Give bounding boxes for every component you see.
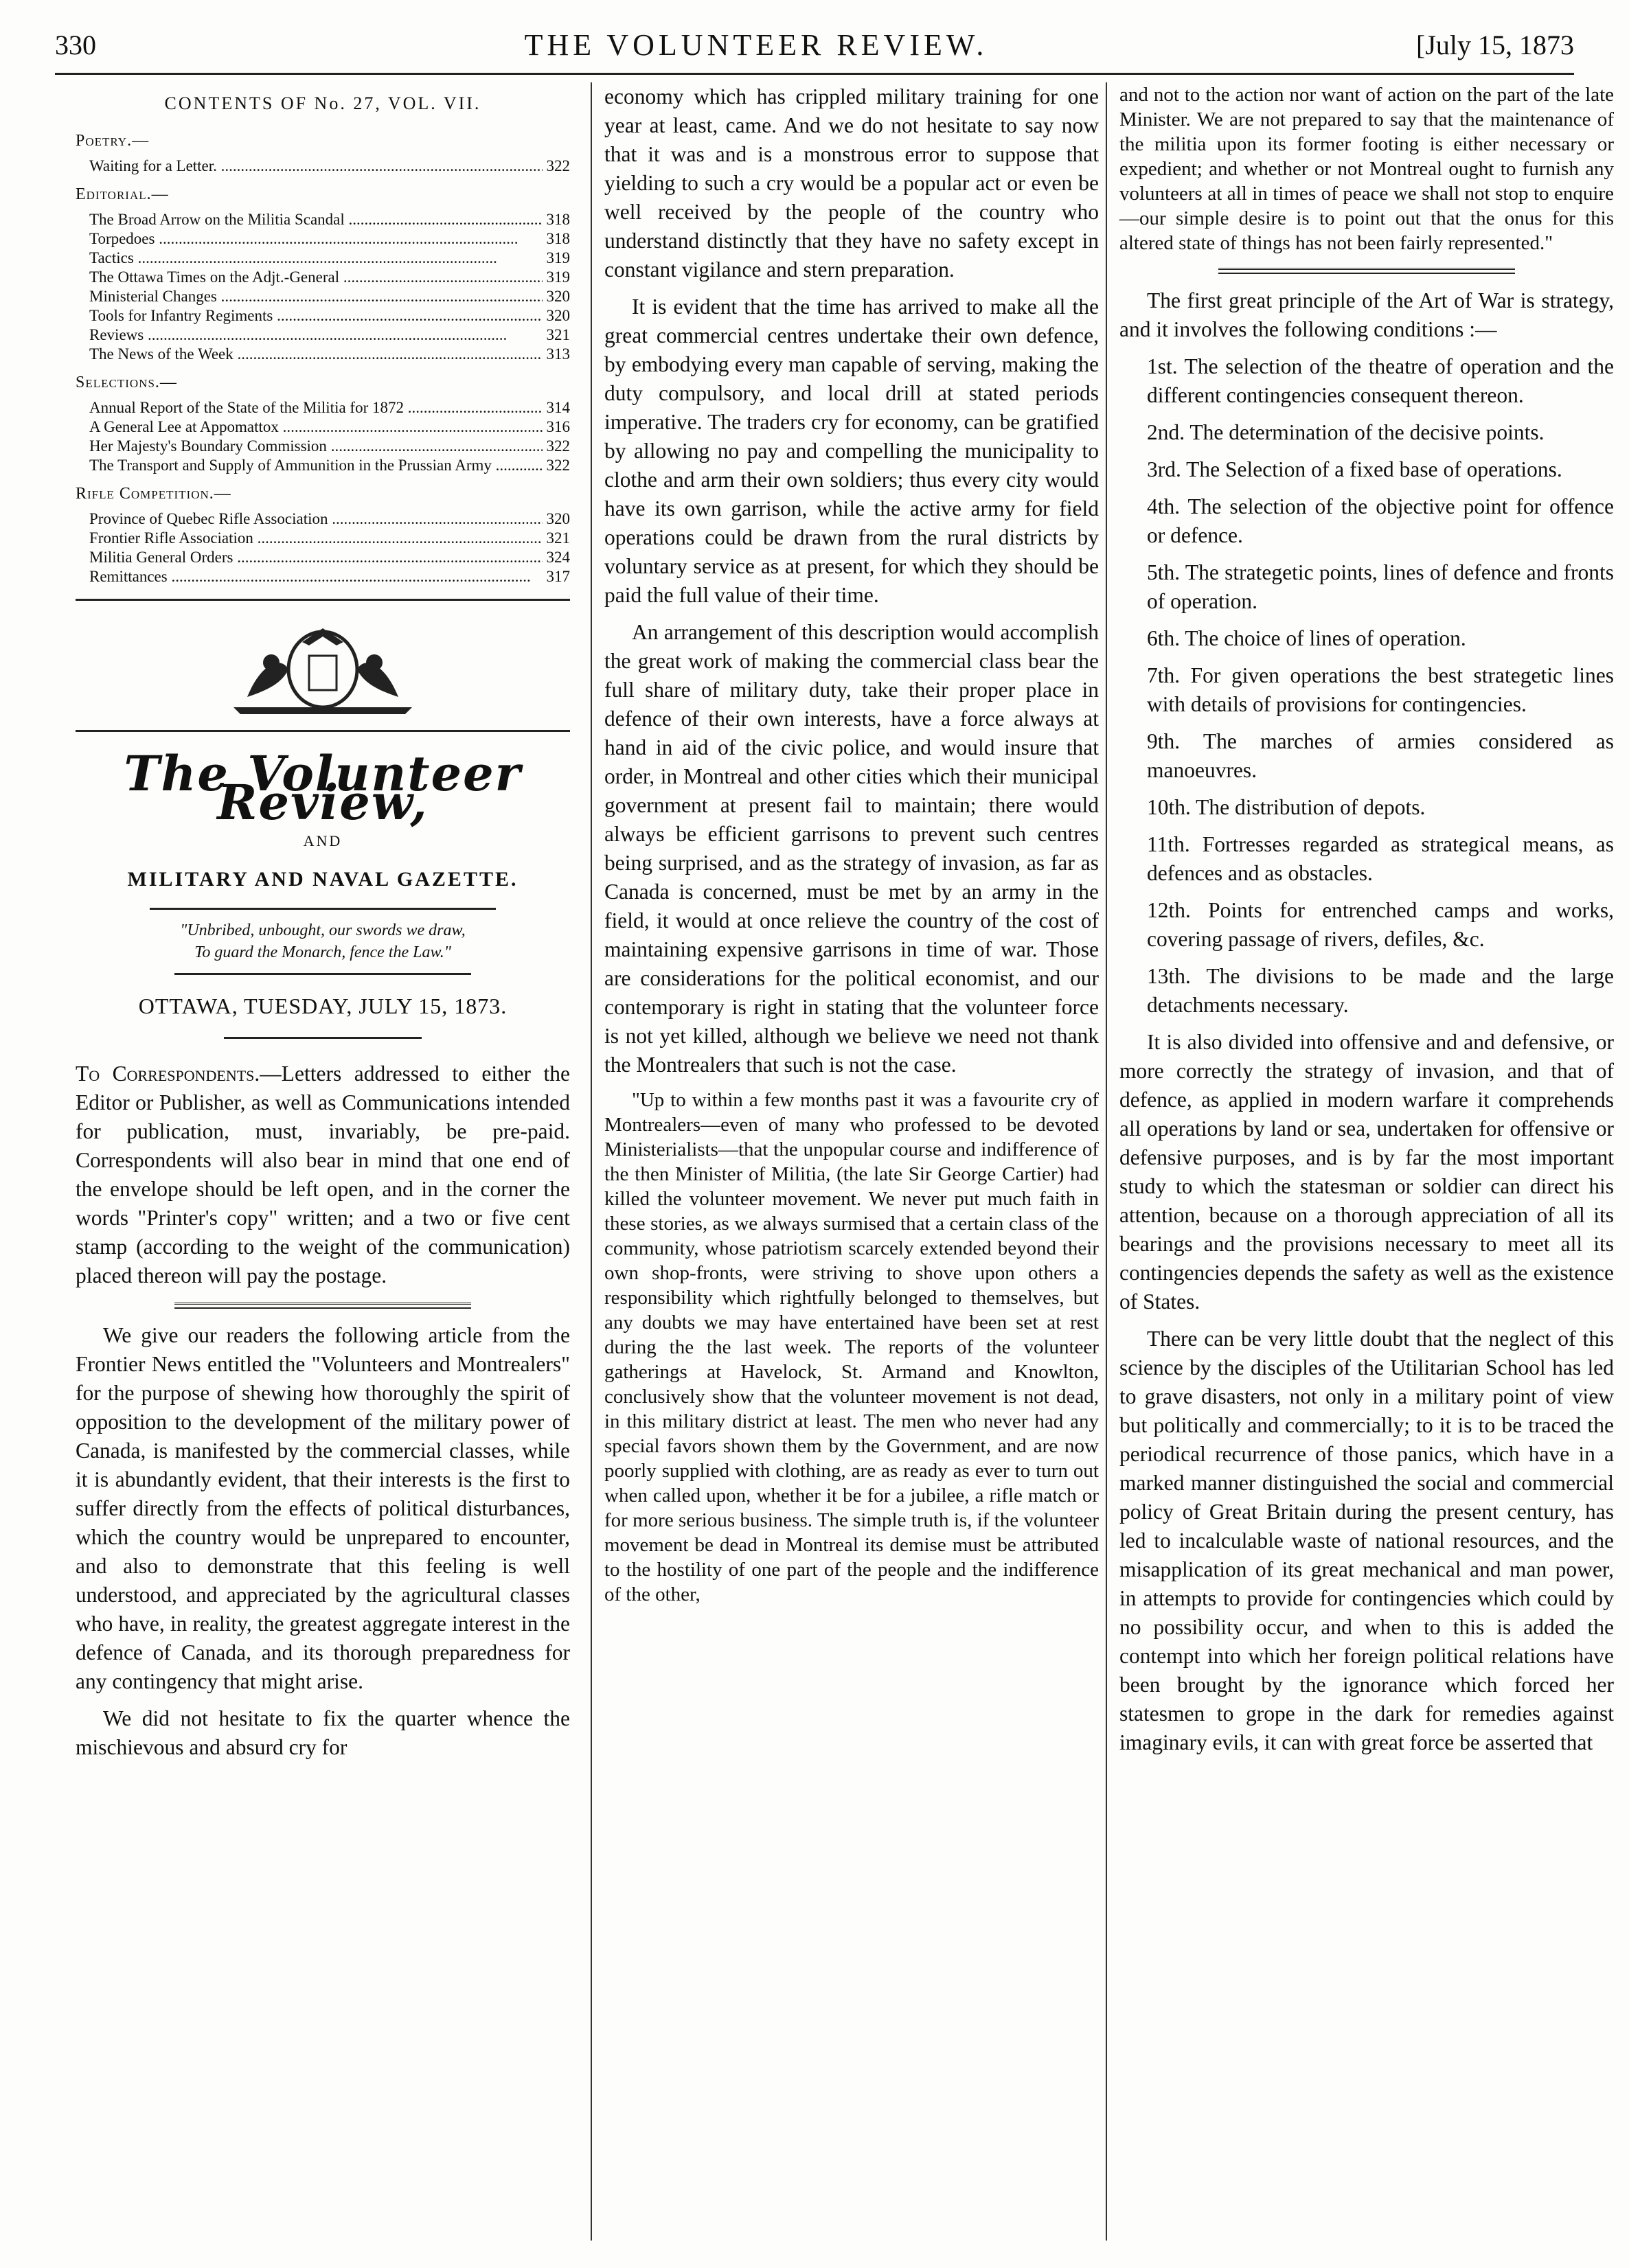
contents-entry-title: Annual Report of the State of the Militia for 1872 ..... — [89, 398, 543, 417]
strategy-condition-item: 1st. The selection of the theatre of operation and the different contingencies consequent thereon. — [1147, 354, 1614, 407]
contents-entry-page: 319 — [546, 268, 570, 286]
contents-entry-page: 318 — [546, 211, 570, 228]
article-paragraph: It is evident that the time has arrived to make all the great commercial centres undertake their own defence, by embodying every man capable of serving, making the duty compulsory, and local drill at stated periods imperative. The traders cry for economy, can be gratified by allowing no pay and compelling the municipality to clothe and arm their own soldiers; thus every city would have its own garrison, while the active army for field operations could be drawn from the rural districts by voluntary service as at present, for which they should be paid the full value of their time. — [604, 295, 1099, 607]
column-3 — [1106, 82, 1614, 2241]
strategy-condition-item: 5th. The strategetic points, lines of defence and fronts of operation. — [1147, 560, 1614, 613]
article-paragraph: It is also divided into offensive and and defensive, or more correctly the strategy of invasion, and that of defence, as applied in modern warfare it comprehends all operations by land or sea, undertaken for offensive or defensive purposes, and is by far the most important study to which the statesman or soldier can direct his attention, because on a thorough appreciation of all its bearings and the provisions necessary to meet all its contingencies depends the safety as well as the existence of States. — [1119, 1030, 1614, 1314]
contents-entry-title: Torpedoes ..... — [89, 229, 543, 249]
column-1 — [76, 82, 570, 2241]
masthead-motto — [76, 919, 570, 963]
contents-section-heading: Editorial.— — [76, 185, 169, 203]
contents-entry-title: Frontier Rifle Association ..... — [89, 529, 543, 548]
strategy-condition-item: 2nd. The determination of the decisive points. — [1147, 420, 1545, 444]
contents-entry-page: 322 — [546, 457, 570, 474]
divider — [174, 973, 471, 975]
contents-entry — [89, 268, 570, 287]
contents-title: CONTENTS OF No. 27, VOL. VII. — [164, 93, 481, 113]
divider — [174, 1303, 471, 1309]
dateline: OTTAWA, TUESDAY, JULY 15, 1873. — [138, 994, 508, 1018]
contents-entry-page: 320 — [546, 307, 570, 324]
royal-crest-emblem — [206, 615, 440, 718]
contents-entry — [89, 437, 570, 456]
contents-section-heading: Poetry.— — [76, 132, 150, 150]
contents-entry-page: 318 — [546, 230, 570, 247]
contents-entry — [89, 567, 570, 586]
contents-entry — [89, 306, 570, 325]
strategy-condition-item: 4th. The selection of the objective point for offence or defence. — [1147, 494, 1614, 547]
contents-entry-title: Her Majesty's Boundary Commission ..... — [89, 437, 543, 456]
contents-entry — [89, 456, 570, 475]
strategy-condition-item: 10th. The distribution of depots. — [1147, 795, 1426, 819]
contents-entry-page: 317 — [546, 568, 570, 585]
contents-entry-title: The Ottawa Times on the Adjt.-General ..... — [89, 268, 543, 287]
contents-entry — [89, 548, 570, 567]
contents-entry-title: Tools for Infantry Regiments ..... — [89, 306, 543, 325]
contents-entry-title: Ministerial Changes ..... — [89, 287, 543, 306]
article-paragraph: economy which has crippled military training for one year at least, came. And we do not hesitate to say now that it was and is a monstrous error to suppose that yielding to such a cry would be a popular act or even be well received by the people of the country who understand distinctly that they have no safety except in constant vigilance and stern preparation. — [604, 84, 1099, 282]
contents-entry — [89, 210, 570, 229]
correspondents-notice — [76, 1059, 570, 1290]
correspondents-lead: To Correspondents. — [76, 1062, 260, 1086]
divider — [76, 599, 570, 601]
motto-line-1: "Unbribed, unbought, our swords we draw, — [180, 921, 466, 939]
contents-entry-title: Tactics ..... — [89, 249, 543, 268]
contents-entry-page: 314 — [546, 399, 570, 416]
contents-entry — [89, 229, 570, 249]
page-header — [55, 21, 1574, 75]
page-number: 330 — [55, 29, 96, 60]
masthead-title: The Volunteer Review, — [124, 745, 522, 831]
issue-date: [July 15, 1873 — [1416, 29, 1574, 60]
contents-entry-page: 322 — [546, 157, 570, 174]
contents-entry-page: 316 — [546, 418, 570, 435]
contents-section-heading: Selections.— — [76, 374, 177, 391]
correspondents-text: —Letters addressed to either the Editor or Publisher, as well as Communications intended for publication, must, invariably, be pre-paid. Correspondents will also bear in mind that one end of the envelope should be left open, and in the corner the words "Printer's copy" written; and a two or five cent stamp (according to the weight of the communication) placed thereon will pay the postage. — [76, 1062, 570, 1287]
contents-section-heading: Rifle Competition.— — [76, 485, 231, 503]
contents-entry-title: Waiting for a Letter. ..... — [89, 157, 543, 176]
contents-entry-page: 320 — [546, 510, 570, 527]
contents-entry — [89, 287, 570, 306]
strategy-condition-item: 11th. Fortresses regarded as strategical means, as defences and as obstacles. — [1147, 832, 1614, 885]
contents-entry-title: A General Lee at Appomattox ..... — [89, 417, 543, 437]
divider — [1218, 268, 1515, 274]
contents-entry-page: 320 — [546, 288, 570, 305]
quoted-article: "Up to within a few months past it was a favourite cry of Montrealers—even of many who professed to be devoted Ministerialists—that the unpopular course and indifference of the then Minister of Militia, (the late Sir George Cartier) had killed the volunteer movement. We never put much faith in these stories, as we always surmised that a certain class of the community, whose patriotism scarcely extended beyond their own shop-fronts, were striving to shove upon others a responsibility which rightfully belonged to themselves, but any doubts we may have entertained have been set at rest during the the last week. The reports of the volunteer gatherings at Havelock, St. Armand and Knowlton, conclusively show that the volunteer movement is not dead, in this military district at least. The men who never had any special favors shown them by the Government, and are now poorly supplied with clothing, are as ready as ever to turn out when called upon, whether it be for a jubilee, a rifle match or for more serious business. The simple truth is, if the volunteer movement be dead in Montreal its demise must be attributed to the hostility of one part of the people and the indifference of the other, — [604, 1089, 1099, 1605]
article-paragraph: The first great principle of the Art of War is strategy, and it involves the following conditions :— — [1119, 288, 1614, 341]
contents-entry-page: 319 — [546, 249, 570, 266]
strategy-condition-item: 3rd. The Selection of a fixed base of operations. — [1147, 457, 1562, 481]
divider — [224, 1037, 422, 1039]
masthead-and: AND — [303, 832, 343, 849]
contents-entry-page: 322 — [546, 437, 570, 455]
strategy-conditions-list — [1119, 352, 1614, 1020]
strategy-condition-item: 6th. The choice of lines of operation. — [1147, 626, 1466, 650]
contents-entry-page: 324 — [546, 549, 570, 566]
article-paragraph: There can be very little doubt that the neglect of this science by the disciples of the Utilitarian School has led to grave disasters, not only in a military point of view but politically and commercially; to it is to be traced the periodical recurrence of those panics, which have in a marked manner distinguished the social and commercial policy of Great Britain during the present century, has led to incalculable waste of national resources, and the misapplication of its great mechanical and man power, in attempts to provide for contingencies which could by no possibility occur, and when to this is added the contempt into which her foreign political relations have been brought by the ignorance which forced her statesmen to grope in the dark for remedies against imaginary evils, it can with great force be asserted that — [1119, 1327, 1614, 1754]
strategy-condition-item: 12th. Points for entrenched camps and works, covering passage of rivers, defiles, &c. — [1147, 898, 1614, 951]
contents-list — [76, 126, 570, 586]
newspaper-title: THE VOLUNTEER REVIEW. — [524, 27, 988, 62]
contents-entry-title: Province of Quebec Rifle Association ..... — [89, 509, 543, 529]
contents-entry-title: The News of the Week ..... — [89, 345, 543, 364]
masthead-subtitle: MILITARY AND NAVAL GAZETTE. — [127, 868, 519, 891]
article-paragraph: We did not hesitate to fix the quarter whence the mischievous and absurd cry for — [76, 1706, 570, 1759]
article-paragraph: An arrangement of this description would accomplish the great work of making the commercial class bear the full share of military duty, take their proper place in defence of their own interests, have a force always at hand in aid of the civic police, and would insure that order, in Montreal and other cities which their municipal government at present fail to maintain; there would always be efficient garrisons to prevent such centres being surprised, and as the strategy of invasion, as far as Canada is concerned, must be met by an army in the field, it would at once relieve the country of the cost of maintaining expensive garrisons in time of war. Those are considerations for the political economist, and our contemporary is right in stating that the volunteer force is not yet killed, although we believe we need not thank the Montrealers that such is not the case. — [604, 620, 1099, 1077]
contents-entry — [89, 157, 570, 176]
contents-entry — [89, 509, 570, 529]
strategy-condition-item: 7th. For given operations the best strategetic lines with details of provisions for contingencies. — [1147, 663, 1614, 716]
contents-entry-title: The Broad Arrow on the Militia Scandal ..... — [89, 210, 543, 229]
contents-entry — [89, 417, 570, 437]
contents-entry — [89, 249, 570, 268]
contents-entry-page: 313 — [546, 345, 570, 363]
strategy-condition-item: 9th. The marches of armies considered as manoeuvres. — [1147, 729, 1614, 782]
contents-entry — [89, 345, 570, 364]
contents-entry-title: The Transport and Supply of Ammunition in the Prussian Army ..... — [89, 456, 543, 475]
contents-entry — [89, 529, 570, 548]
quoted-article-end: and not to the action nor want of action on the part of the late Minister. We are not prepared to say that the maintenance of the militia upon its former footing is either necessary or expedient; and whether or not Montreal ought to furnish any volunteers at all in times of peace we shall not stop to enquire—our simple desire is to point out that the onus for this altered state of things has not been fairly represented." — [1119, 84, 1614, 254]
strategy-condition-item: 13th. The divisions to be made and the large detachments necessary. — [1147, 964, 1614, 1017]
article-paragraph: We give our readers the following article from the Frontier News entitled the "Volunteers and Montrealers" for the purpose of shewing how thoroughly the spirit of opposition to the development of the military power of Canada, is manifested by the commercial classes, while it is abundantly evident, that their interests is the first to suffer directly from the effects of political disturbances, which the country would be unprepared to encounter, and also to demonstrate that this feeling is well understood, and appreciated by the agricultural classes who have, in reality, the greatest aggregate interest in the defence of Canada, and its thorough preparedness for any contingency that might arise. — [76, 1323, 570, 1693]
contents-entry-page: 321 — [546, 326, 570, 343]
divider — [150, 908, 496, 910]
column-2 — [591, 82, 1099, 2241]
motto-line-2: To guard the Monarch, fence the Law." — [194, 943, 451, 961]
contents-entry-title: Militia General Orders ..... — [89, 548, 543, 567]
contents-entry-title: Remittances ..... — [89, 567, 543, 586]
contents-entry-page: 321 — [546, 529, 570, 547]
contents-entry — [89, 398, 570, 417]
divider — [76, 730, 570, 732]
contents-entry — [89, 325, 570, 345]
contents-entry-title: Reviews ..... — [89, 325, 543, 345]
